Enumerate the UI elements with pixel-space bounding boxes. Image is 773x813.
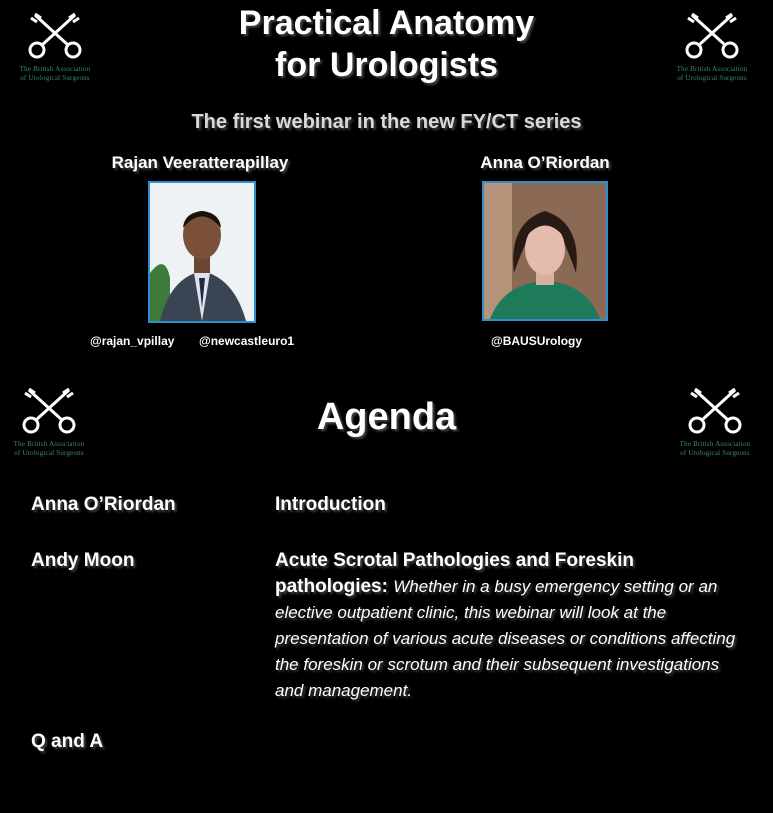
agenda-title: Agenda (316, 396, 457, 438)
speaker-name-2: Anna O’Riordan (480, 153, 610, 172)
logo-line1: The British Association (19, 65, 91, 73)
agenda-description-2: Whether in a busy emergency setting or an elective outpatient clinic, this webinar will look at the presentation of various acute diseases or conditions affecting the foreskin or scrotum and their subsequent investigations and management. (275, 577, 736, 700)
logo-text (4, 440, 94, 458)
agenda-topic-2: Acute Scrotal Pathologies and Foreskin pathologies: (275, 550, 634, 597)
logo-text (670, 440, 760, 458)
logo-line1: The British Association (679, 440, 751, 448)
portrait-woman-image (484, 183, 606, 319)
title-line2: for Urologists (275, 46, 498, 84)
portrait-man-image (150, 183, 254, 321)
logo-line2: of Urological Surgeons (680, 449, 750, 457)
title-line1: Practical Anatomy (238, 4, 535, 42)
logo-line2: of Urological Surgeons (677, 74, 747, 82)
logo-line2: of Urological Surgeons (20, 74, 90, 82)
agenda-speaker-2: Andy Moon (31, 550, 135, 571)
agenda-speaker-3: Q and A (31, 731, 104, 752)
speaker-name-1: Rajan Veeratterapillay (111, 153, 289, 172)
agenda-speaker-1: Anna O’Riordan (31, 494, 176, 515)
logo-line1: The British Association (13, 440, 85, 448)
agenda-item-2 (275, 548, 745, 704)
speaker-handle-1b: @newcastleuro1 (199, 334, 295, 348)
speaker-photo-2 (482, 181, 608, 321)
logo-line2: of Urological Surgeons (14, 449, 84, 457)
speaker-handle-1a: @rajan_vpillay (90, 334, 175, 348)
subtitle: The first webinar in the new FY/CT series (191, 111, 582, 133)
page-title (0, 2, 773, 86)
agenda-topic-1: Introduction (275, 494, 386, 515)
speaker-handle-2: @BAUSUrology (491, 334, 583, 348)
speaker-photo-1 (148, 181, 256, 323)
logo-line1: The British Association (676, 65, 748, 73)
